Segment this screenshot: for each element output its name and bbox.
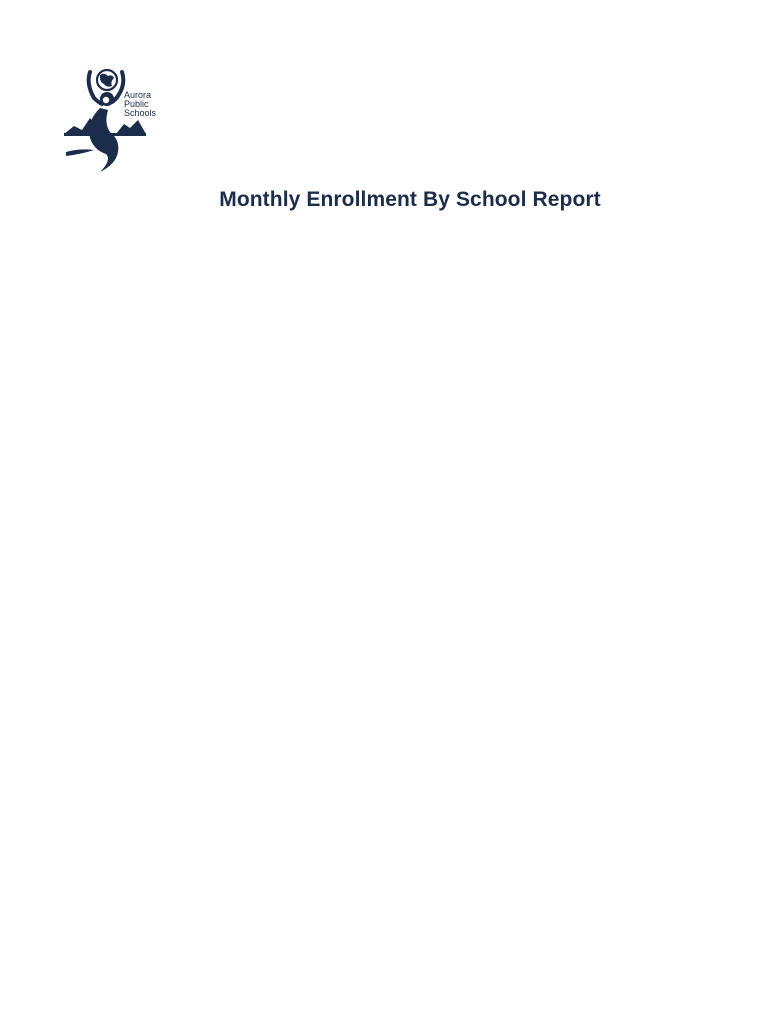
- report-title: Monthly Enrollment By School Report: [219, 188, 601, 211]
- logo-name-line-1: Aurora: [124, 90, 152, 100]
- logo-name-line-3: Schools: [124, 108, 157, 118]
- logo-name-line-2: Public: [124, 99, 149, 109]
- aurora-public-schools-logo-icon: [60, 64, 172, 176]
- aurora-public-schools-logo: [60, 64, 172, 176]
